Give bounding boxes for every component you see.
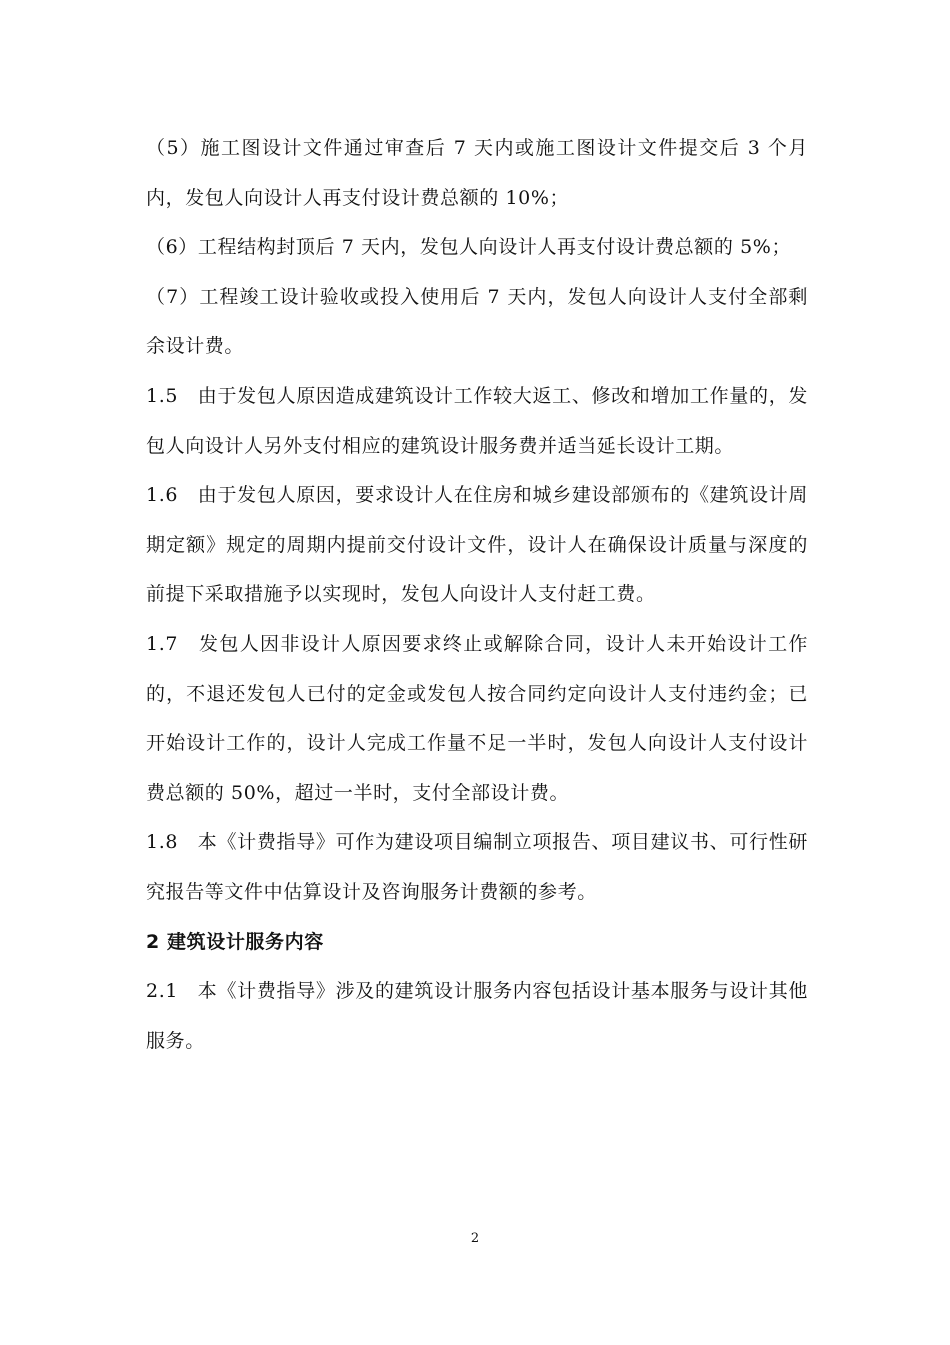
paragraph-clause-1-8: 1.8 本《计费指导》可作为建设项目编制立项报告、项目建议书、可行性研究报告等文件中估算设计及咨询服务计费额的参考。 [146,831,808,903]
paragraph-clause-1-6: 1.6 由于发包人原因，要求设计人在住房和城乡建设部颁布的《建筑设计周期定额》规定的周期内提前交付设计文件，设计人在确保设计质量与深度的前提下采取措施予以实现时，发包人向设计人支付赶工费。 [146,484,808,606]
document-body [146,124,808,1066]
section-heading: 2 建筑设计服务内容 [146,930,324,953]
paragraph-clause-1-5: 1.5 由于发包人原因造成建筑设计工作较大返工、修改和增加工作量的，发包人向设计人另外支付相应的建筑设计服务费并适当延长设计工期。 [146,384,808,457]
page-number: 2 [470,1231,480,1246]
paragraph-payment-5: （5）施工图设计文件通过审查后 7 天内或施工图设计文件提交后 3 个月内，发包人向设计人再支付设计费总额的 10%； [146,137,808,209]
paragraph-payment-7: （7）工程竣工设计验收或投入使用后 7 天内，发包人向设计人支付全部剩余设计费。 [146,285,808,358]
paragraph-payment-6: （6）工程结构封顶后 7 天内，发包人向设计人再支付设计费总额的 5%； [146,236,792,259]
paragraph-clause-1-7: 1.7 发包人因非设计人原因要求终止或解除合同，设计人未开始设计工作的，不退还发包人已付的定金或发包人按合同约定向设计人支付违约金；已开始设计工作的，设计人完成工作量不足一半时，发包人向设计人支付设计费总额的 50%，超过一半时，支付全部设计费。 [146,632,808,804]
paragraph-clause-2-1: 2.1 本《计费指导》涉及的建筑设计服务内容包括设计基本服务与设计其他服务。 [146,980,808,1052]
